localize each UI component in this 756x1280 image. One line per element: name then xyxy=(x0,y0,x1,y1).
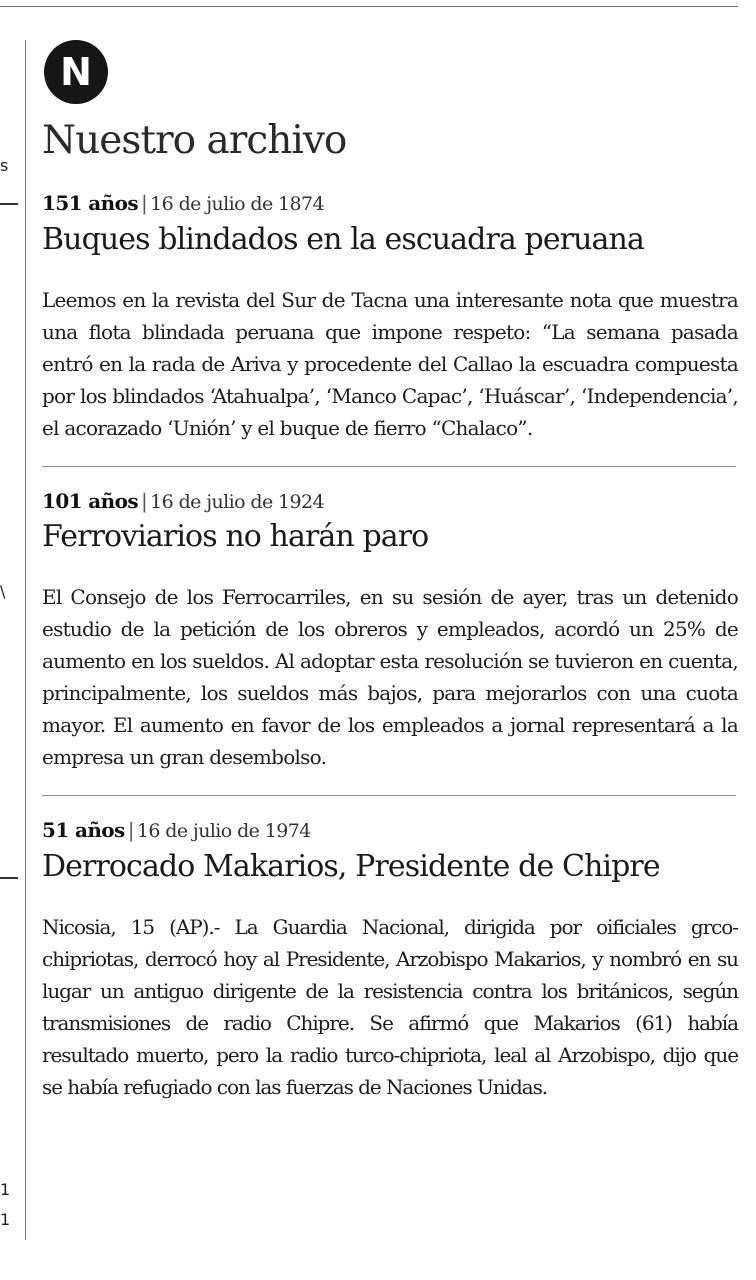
entry-headline: Buques blindados en la escuadra peruana xyxy=(42,221,644,257)
entry-years: 101 años xyxy=(42,488,139,513)
entry-headline: Derrocado Makarios, Presidente de Chipre xyxy=(42,849,660,885)
entry-divider xyxy=(42,466,736,467)
adjacent-column-fragment: 1 xyxy=(0,1180,11,1199)
entry-years: 151 años xyxy=(42,190,139,215)
archive-column xyxy=(42,40,738,1103)
top-rule xyxy=(0,6,738,7)
entry-headline: Ferroviarios no harán paro xyxy=(42,519,429,555)
entry-body: Nicosia, 15 (AP).- La Guardia Nacional, dirigida por oificiales grco-chipriotas, derrocó hoy al Presidente, Arzobispo Makarios, y nombró en su lugar un antiguo dirigente de la resistencia contra los británicos, según transmisiones de radio Chipre. Se afirmó que Makarios (61) había resultado muerto, pero la radio turco-chipriota, leal al Arzobispo, dijo que se había refugiado con las fuerzas de Naciones Unidas. xyxy=(42,915,738,1100)
entry-date: 16 de julio de 1924 xyxy=(150,490,324,513)
entry-divider xyxy=(42,795,736,796)
adjacent-column-rule xyxy=(0,203,18,205)
entry-kicker xyxy=(42,489,738,514)
adjacent-column-fragment: s xyxy=(0,156,9,175)
adjacent-column-fragment: 1 xyxy=(0,1210,11,1229)
entry-kicker xyxy=(42,191,738,216)
kicker-separator: | xyxy=(141,488,148,513)
adjacent-column-fragment: \ xyxy=(0,582,6,601)
entry-body: El Consejo de los Ferrocarriles, en su sesión de ayer, tras un detenido estudio de la petición de los obreros y empleados, acordó un 25% de aumento en los sueldos. Al adoptar esta resolución se tuvieron en cuenta, principalmente, los sueldos más bajos, para mejorarlos con una cuota mayor. El aumento en favor de los empleados a jornal representará a la empresa un gran desembolso. xyxy=(42,585,738,770)
adjacent-column-rule xyxy=(0,877,18,879)
entry-body: Leemos en la revista del Sur de Tacna una interesante nota que muestra una flota blindada peruana que impone respeto: “La semana pasada entró en la rada de Ariva y procedente del Callao la escuadra compuesta por los blindados ‘Atahualpa’, ‘Manco Capac’, ‘Huáscar’, ‘Independencia’, el acorazado ‘Unión’ y el buque de fierro “Chalaco”. xyxy=(42,287,738,440)
entry-years: 51 años xyxy=(42,818,125,843)
archive-entry xyxy=(42,818,738,1103)
entry-date: 16 de julio de 1874 xyxy=(150,192,324,215)
archive-entry xyxy=(42,191,738,444)
section-title: Nuestro archivo xyxy=(42,118,347,163)
kicker-separator: | xyxy=(127,818,134,843)
kicker-separator: | xyxy=(141,190,148,215)
section-logo-icon: N xyxy=(44,40,108,104)
column-divider xyxy=(25,40,26,1240)
entry-kicker xyxy=(42,818,738,843)
archive-entry xyxy=(42,489,738,774)
entry-date: 16 de julio de 1974 xyxy=(136,820,311,843)
